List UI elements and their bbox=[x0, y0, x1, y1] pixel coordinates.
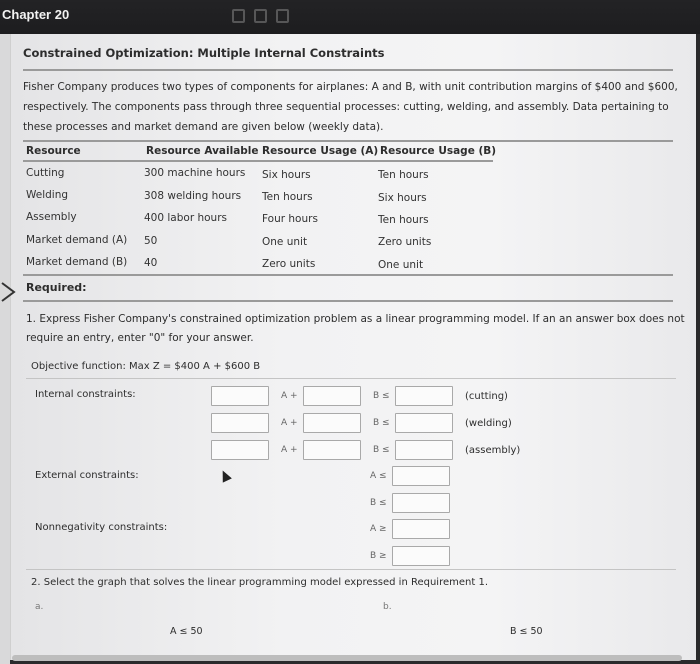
a-plus-label: A + bbox=[281, 445, 298, 455]
table-cell: Market demand (A) bbox=[26, 234, 128, 246]
table-header-rule bbox=[23, 160, 493, 162]
a-le-label: A ≤ bbox=[370, 471, 387, 481]
divider bbox=[26, 378, 676, 379]
assembly-tag: (assembly) bbox=[465, 445, 521, 456]
table-cell: Four hours bbox=[262, 213, 318, 225]
b-le-label: B ≤ bbox=[370, 498, 387, 508]
cutting-b-coefficient-input[interactable] bbox=[303, 386, 361, 406]
table-divider bbox=[23, 140, 673, 142]
graph-option-a-label[interactable]: a. bbox=[35, 602, 44, 612]
cutting-tag: (cutting) bbox=[465, 391, 508, 402]
table-header-resource: Resource bbox=[26, 145, 81, 157]
divider bbox=[23, 69, 673, 71]
divider bbox=[23, 300, 673, 302]
table-cell: Six hours bbox=[378, 192, 427, 204]
left-gutter bbox=[0, 34, 10, 664]
b-le-label: B ≤ bbox=[373, 445, 390, 455]
table-header-usage-b: Resource Usage (B) bbox=[380, 145, 497, 157]
table-header-usage-a: Resource Usage (A) bbox=[262, 145, 379, 157]
welding-b-coefficient-input[interactable] bbox=[303, 413, 361, 433]
a-plus-label: A + bbox=[281, 418, 298, 428]
nonnegativity-a-input[interactable] bbox=[392, 519, 450, 539]
problem-title: Constrained Optimization: Multiple Internal Constraints bbox=[23, 46, 385, 60]
nonnegativity-label: Nonnegativity constraints: bbox=[35, 522, 168, 533]
table-cell: Ten hours bbox=[378, 214, 429, 226]
intro-line: respectively. The components pass through three sequential processes: cutting, welding, and assembly. Data pertaining to bbox=[23, 101, 669, 113]
table-cell: Welding bbox=[26, 189, 69, 201]
graph-a-constraint-label: A ≤ 50 bbox=[170, 626, 203, 637]
table-cell: One unit bbox=[378, 259, 424, 271]
top-bar bbox=[0, 0, 700, 34]
internal-constraints-label: Internal constraints: bbox=[35, 389, 136, 400]
nonnegativity-b-input[interactable] bbox=[392, 546, 450, 566]
requirement-1-text: require an entry, enter "0" for your answer. bbox=[26, 332, 254, 344]
graph-option-b-label[interactable]: b. bbox=[383, 602, 392, 612]
intro-line: these processes and market demand are given below (weekly data). bbox=[23, 121, 384, 133]
intro-line: Fisher Company produces two types of components for airplanes: A and B, with unit contribution margins of $400 and $600, bbox=[23, 81, 678, 93]
table-cell: Zero units bbox=[262, 258, 316, 270]
graph-b-constraint-label: B ≤ 50 bbox=[510, 626, 543, 637]
welding-limit-input[interactable] bbox=[395, 413, 453, 433]
assembly-a-coefficient-input[interactable] bbox=[211, 440, 269, 460]
chevron-right-icon[interactable] bbox=[0, 281, 18, 303]
toolbar-icon[interactable] bbox=[232, 9, 245, 23]
table-cell: Six hours bbox=[262, 169, 311, 181]
table-cell: 50 bbox=[144, 235, 158, 247]
b-ge-label: B ≥ bbox=[370, 551, 387, 561]
divider bbox=[23, 274, 673, 276]
assembly-limit-input[interactable] bbox=[395, 440, 453, 460]
horizontal-scrollbar[interactable] bbox=[12, 655, 682, 661]
b-le-label: B ≤ bbox=[373, 391, 390, 401]
toolbar-icon[interactable] bbox=[276, 9, 289, 23]
welding-a-coefficient-input[interactable] bbox=[211, 413, 269, 433]
a-plus-label: A + bbox=[281, 391, 298, 401]
market-demand-b-input[interactable] bbox=[392, 493, 450, 513]
table-cell: 40 bbox=[144, 257, 158, 269]
assembly-b-coefficient-input[interactable] bbox=[303, 440, 361, 460]
objective-function: Objective function: Max Z = $400 A + $600 B bbox=[31, 361, 261, 372]
required-label: Required: bbox=[26, 281, 87, 294]
table-cell: 308 welding hours bbox=[144, 190, 242, 202]
chapter-title: Chapter 20 bbox=[2, 7, 70, 22]
table-cell: Ten hours bbox=[262, 191, 313, 203]
cutting-limit-input[interactable] bbox=[395, 386, 453, 406]
table-cell: Assembly bbox=[26, 211, 77, 223]
table-cell: Zero units bbox=[378, 236, 432, 248]
table-cell: One unit bbox=[262, 236, 308, 248]
table-cell: Ten hours bbox=[378, 169, 429, 181]
table-cell: Market demand (B) bbox=[26, 256, 128, 268]
a-ge-label: A ≥ bbox=[370, 524, 387, 534]
toolbar-icons bbox=[232, 9, 289, 23]
toolbar-icon[interactable] bbox=[254, 9, 267, 23]
requirement-2-text: 2. Select the graph that solves the linear programming model expressed in Requirement 1. bbox=[31, 577, 488, 588]
table-header-available: Resource Available bbox=[146, 145, 259, 157]
welding-tag: (welding) bbox=[465, 418, 512, 429]
market-demand-a-input[interactable] bbox=[392, 466, 450, 486]
divider bbox=[26, 569, 676, 570]
b-le-label: B ≤ bbox=[373, 418, 390, 428]
requirement-1-text: 1. Express Fisher Company's constrained optimization problem as a linear programming model. If an an answer box does not bbox=[26, 313, 685, 325]
external-constraints-label: External constraints: bbox=[35, 470, 139, 481]
table-cell: Cutting bbox=[26, 167, 65, 179]
table-cell: 400 labor hours bbox=[144, 212, 227, 224]
table-cell: 300 machine hours bbox=[144, 167, 246, 179]
cutting-a-coefficient-input[interactable] bbox=[211, 386, 269, 406]
